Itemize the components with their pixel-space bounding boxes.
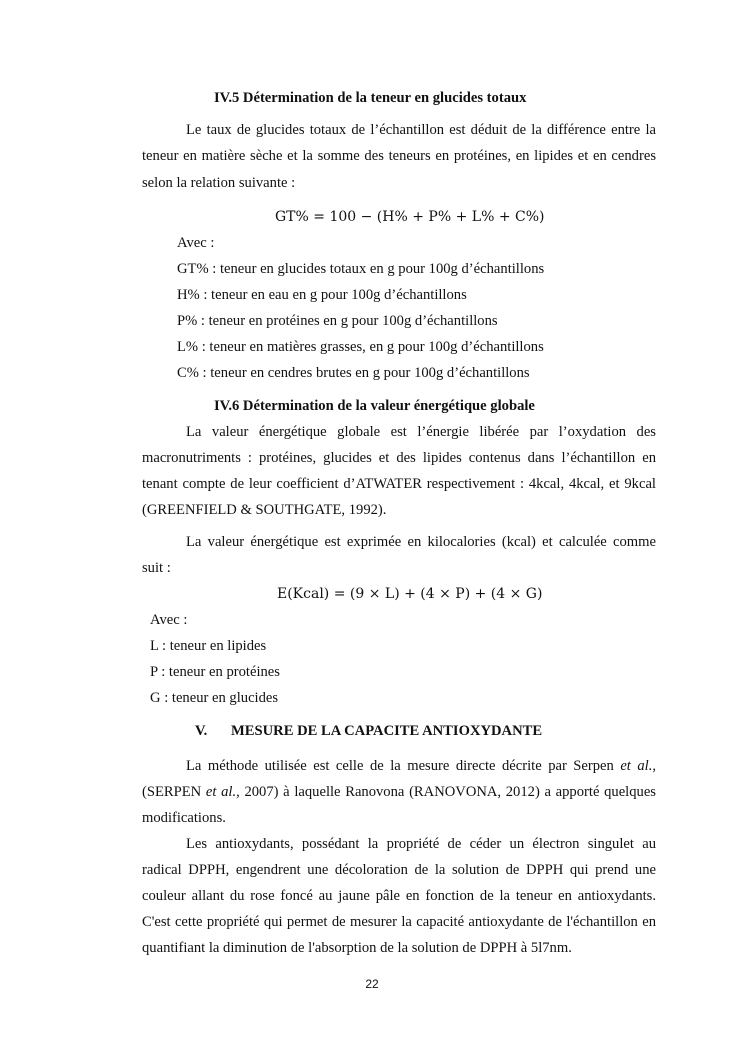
v-para2-line-5: quantifiant la diminution de l'absorption de la solution de DPPH à 5l7nm.	[142, 940, 572, 956]
equation-energie: E(Kcal) = (9 × L) + (4 × P) + (4 × G)	[277, 586, 543, 602]
iv5-para-line-1: Le taux de glucides totaux de l’échantillon est déduit de la différence entre la	[186, 122, 656, 138]
definition-p: P% : teneur en protéines en g pour 100g d’échantillons	[177, 313, 498, 329]
iv6-avec: Avec :	[150, 612, 188, 628]
v-para2-line-1: Les antioxydants, possédant la propriété de céder un électron singulet au	[186, 836, 656, 852]
iv5-para-line-3: selon la relation suivante :	[142, 175, 296, 191]
iv6-para1-line-4: (GREENFIELD & SOUTHGATE, 1992).	[142, 502, 387, 518]
equation-glucides: GT% = 100 − (H% + P% + L% + C%)	[275, 209, 545, 225]
definition-c: C% : teneur en cendres brutes en g pour 100g d’échantillons	[177, 365, 530, 381]
definition-l: L% : teneur en matières grasses, en g pour 100g d’échantillons	[177, 339, 544, 355]
page-number: 22	[365, 977, 379, 991]
iv5-para-line-2: teneur en matière sèche et la somme des teneurs en protéines, en lipides et en cendres	[142, 148, 656, 164]
iv6-para1-line-3: tenant compte de leur coefficient d’ATWATER respectivement : 4kcal, 4kcal, et 9kcal	[142, 476, 656, 492]
v-para2-line-4: C'est cette propriété qui permet de mesurer la capacité antioxydante de l'échantillon en	[142, 914, 656, 930]
definition-glucides: G : teneur en glucides	[150, 690, 279, 706]
section-v-title: MESURE DE LA CAPACITE ANTIOXYDANTE	[231, 723, 543, 739]
v-para1-line-1: La méthode utilisée est celle de la mesure directe décrite par Serpen et al.,	[186, 758, 656, 774]
iv6-para1-line-1: La valeur énergétique globale est l’énergie libérée par l’oxydation des	[186, 424, 656, 440]
definition-gt: GT% : teneur en glucides totaux en g pour 100g d’échantillons	[177, 261, 545, 277]
v-para1-line-3: modifications.	[142, 810, 226, 826]
iv6-para2-line-1: La valeur énergétique est exprimée en kilocalories (kcal) et calculée comme	[186, 534, 656, 550]
v-para2-line-3: couleur allant du rose foncé au jaune pâle en fonction de la teneur en antioxydants.	[142, 888, 656, 904]
heading-iv6: IV.6 Détermination de la valeur énergétique globale	[214, 398, 535, 414]
definition-proteines: P : teneur en protéines	[150, 664, 280, 680]
definition-h: H% : teneur en eau en g pour 100g d’échantillons	[177, 287, 467, 303]
heading-iv5: IV.5 Détermination de la teneur en glucides totaux	[214, 90, 527, 106]
iv5-avec: Avec :	[177, 235, 215, 251]
v-para1-line-2: (SERPEN et al., 2007) à laquelle Ranovona (RANOVONA, 2012) a apporté quelques	[142, 784, 656, 800]
iv6-para2-line-2: suit :	[142, 560, 171, 576]
definition-lipides: L : teneur en lipides	[150, 638, 267, 654]
section-v-number: V.	[195, 723, 208, 739]
v-para2-line-2: radical DPPH, engendrent une décoloration de la solution de DPPH qui prend une	[142, 862, 656, 878]
iv6-para1-line-2: macronutriments : protéines, glucides et des lipides contenus dans l’échantillon en	[142, 450, 656, 466]
